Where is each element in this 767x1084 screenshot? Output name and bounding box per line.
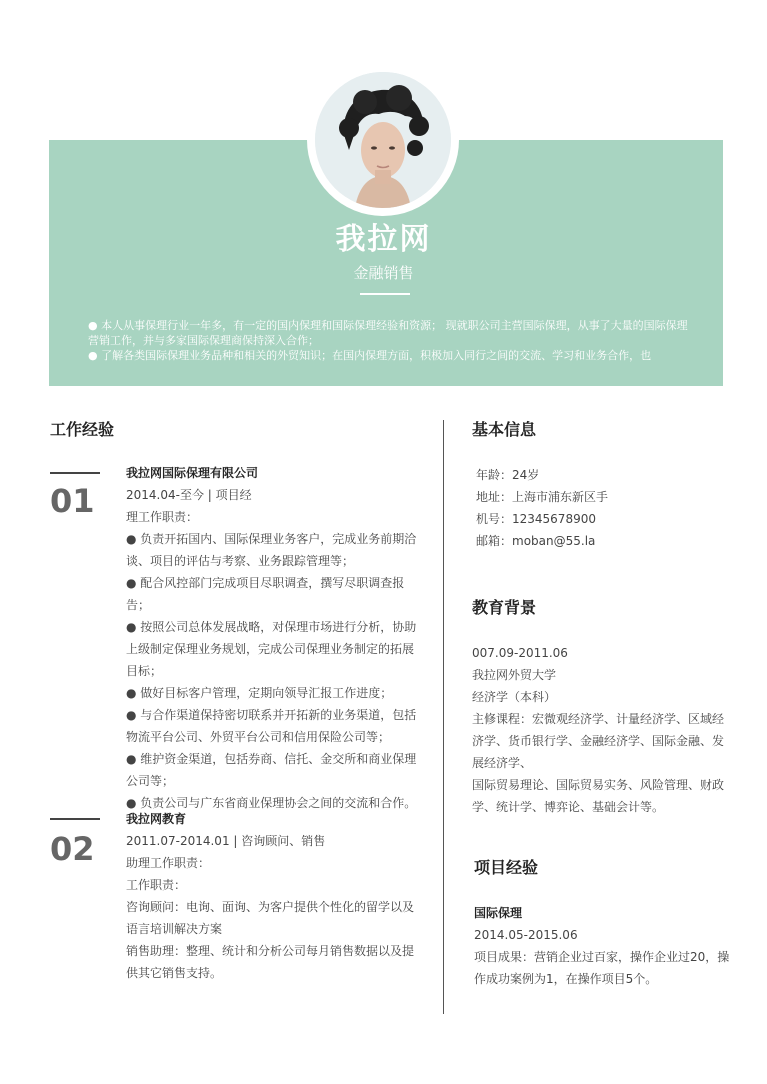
project-result: 项目成果：营销企业过百家，操作企业过20，操作成功案例为1，在操作项目5个。: [474, 950, 730, 986]
job-line: 咨询顾问：电询、面询、为客户提供个性化的留学以及语言培训解决方案: [126, 900, 415, 936]
project-title: 项目经验: [474, 858, 539, 877]
education-details: [472, 642, 734, 818]
company-name: 我拉网国际保理有限公司: [126, 466, 259, 480]
job-line: ● 按照公司总体发展战略，对保理市场进行分析，协助上级制定保理业务规划，完成公司保理业务制定的拓展目标；: [126, 620, 417, 678]
job-rule: [50, 472, 100, 474]
job-line: ● 配合风控部门完成项目尽职调查，撰写尽职调查报告；: [126, 576, 405, 612]
work-section-title: 工作经验: [50, 420, 115, 439]
edu-courses-cont: 国际贸易理论、国际贸易实务、风险管理、财政学、统计学、博弈论、基础会计等。: [472, 778, 725, 814]
info-email: 邮箱：moban@55.la: [476, 534, 596, 548]
project-period: 2014.05-2015.06: [474, 928, 578, 942]
info-phone: 机号：12345678900: [476, 512, 596, 526]
job-title: 金融销售: [353, 264, 414, 282]
job-line: ● 维护资金渠道，包括券商、信托、金交所和商业保理公司等；: [126, 752, 417, 788]
title-underline: [360, 293, 410, 295]
job-number: 01: [50, 482, 95, 520]
job-line: ● 做好目标客户管理，定期向领导汇报工作进度；: [126, 686, 393, 700]
job-line: 销售助理：整理、统计和分析公司每月销售数据以及提供其它销售支持。: [126, 944, 415, 980]
edu-school: 我拉网外贸大学: [472, 668, 557, 682]
info-address: 地址：上海市浦东新区手: [476, 490, 609, 504]
job-line: 理工作职责：: [126, 510, 199, 524]
intro-summary: [88, 318, 698, 363]
job-entry-1: [126, 462, 422, 814]
column-divider: [443, 420, 444, 1014]
edu-degree: 经济学（本科）: [472, 690, 557, 704]
avatar: [315, 72, 451, 208]
job-entry-2: [126, 808, 422, 984]
job-line: ● 负责公司与广东省商业保理协会之间的交流和合作。: [126, 796, 417, 810]
job-line: 2011.07-2014.01 | 咨询顾问、销售: [126, 834, 326, 848]
person-name: 我拉网: [335, 222, 432, 257]
basic-info-title: 基本信息: [472, 420, 537, 439]
project-details: [474, 902, 734, 990]
project-name: 国际保理: [474, 906, 523, 920]
portrait-image: [315, 72, 451, 208]
education-title: 教育背景: [472, 598, 537, 617]
job-rule: [50, 818, 100, 820]
edu-period: 007.09-2011.06: [472, 646, 568, 660]
info-age: 年龄：24岁: [476, 468, 540, 482]
basic-info: [476, 464, 608, 552]
job-number: 02: [50, 830, 95, 868]
job-line: 助理工作职责：: [126, 856, 211, 870]
job-line: ● 与合作渠道保持密切联系并开拓新的业务渠道，包括物流平台公司、外贸平台公司和信用保险公司等；: [126, 708, 417, 744]
job-line: ● 负责开拓国内、国际保理业务客户，完成业务前期洽谈、项目的评估与考察、业务跟踪管理等；: [126, 532, 417, 568]
edu-courses: 主修课程：宏微观经济学、计量经济学、区域经济学、货币银行学、金融经济学、国际金融、发展经济学、: [472, 712, 725, 770]
intro-line: ● 本人从事保理行业一年多，有一定的国内保理和国际保理经验和资源； 现就职公司主营国际保理，从事了大量的国际保理营销工作，并与多家国际保理商保持深入合作；: [88, 319, 688, 347]
job-line: 2014.04-至今 | 项目经: [126, 488, 252, 502]
intro-line: ● 了解各类国际保理业务品种和相关的外贸知识；在国内保理方面，积极加入同行之间的交流、学习和业务合作，也: [88, 349, 652, 362]
job-line: 工作职责：: [126, 878, 187, 892]
company-name: 我拉网教育: [126, 812, 187, 826]
